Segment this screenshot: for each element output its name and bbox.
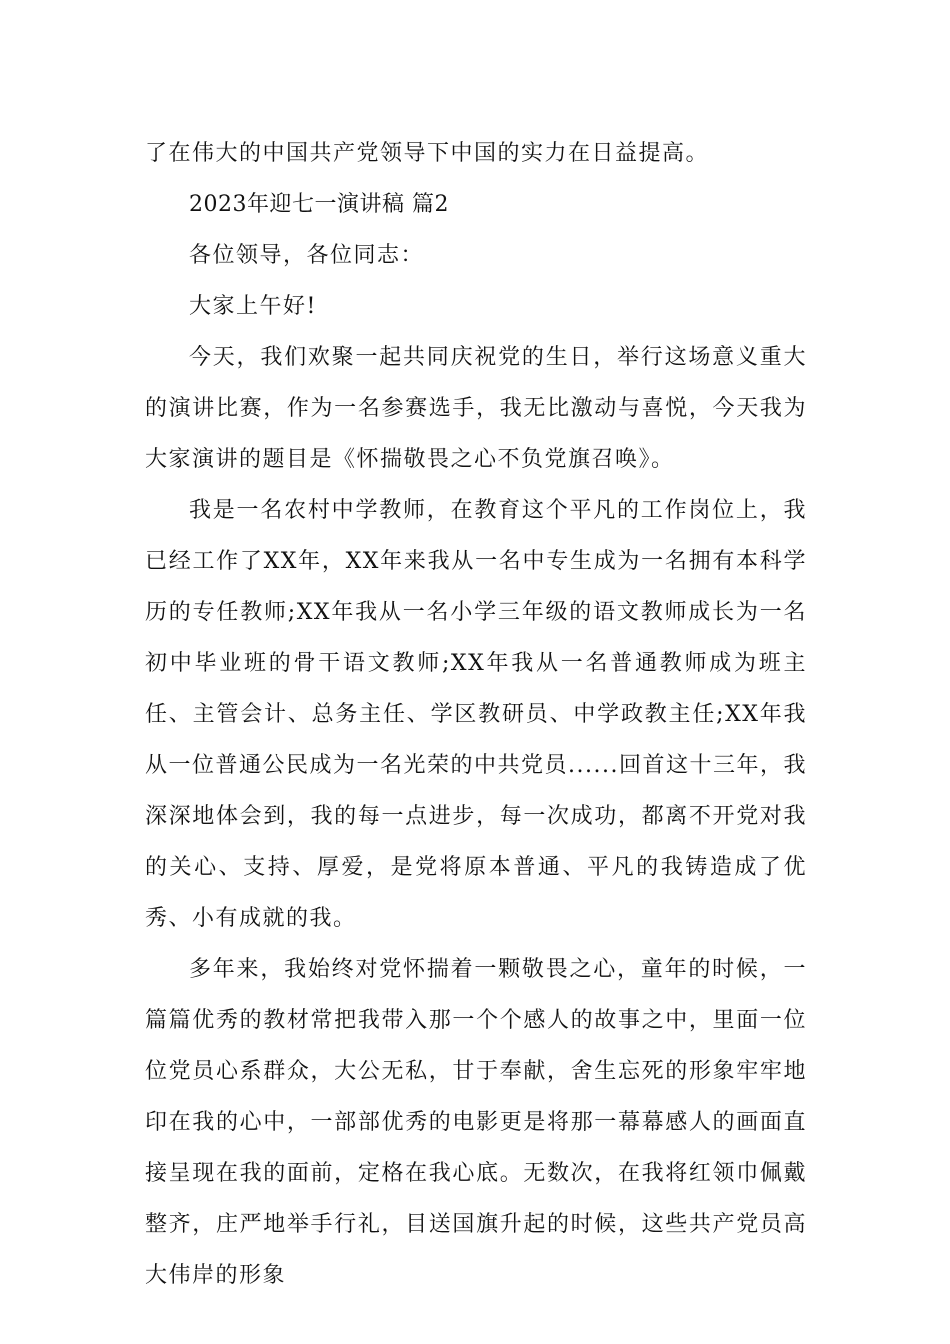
paragraph-reverence: 多年来，我始终对党怀揣着一颗敬畏之心，童年的时候，一篇篇优秀的教材常把我带入那一个个感人的故事之中，里面一位位党员心系群众，大公无私，甘于奉献，舍生忘死的形象牢牢地印在我的心中，一部部优秀的电影更是将那一幕幕感人的画面直接呈现在我的面前，定格在我心底。无数次，在我将红领巾佩戴整齐，庄严地举手行礼，目送国旗升起的时候，这些共产党员高大伟岸的形象 xyxy=(145,957,807,1288)
document-page xyxy=(145,128,807,1301)
continuation-line: 了在伟大的中国共产党领导下中国的实力在日益提高。 xyxy=(145,141,710,166)
paragraph-intro: 今天，我们欢聚一起共同庆祝党的生日，举行这场意义重大的演讲比赛，作为一名参赛选手，我无比激动与喜悦，今天我为大家演讲的题目是《怀揣敬畏之心不负党旗召唤》。 xyxy=(145,345,807,472)
salutation: 各位领导，各位同志： xyxy=(189,243,425,268)
speech-heading: 2023年迎七一演讲稿 篇2 xyxy=(189,192,449,217)
greeting: 大家上午好! xyxy=(189,294,317,319)
paragraph-career: 我是一名农村中学教师，在教育这个平凡的工作岗位上，我已经工作了XX年，XX年来我从一名中专生成为一名拥有本科学历的专任教师;XX年我从一名小学三年级的语文教师成长为一名初中毕业班的骨干语文教师;XX年我从一名普通教师成为班主任、主管会计、总务主任、学区教研员、中学政教主任;XX年我从一位普通公民成为一名光荣的中共党员......回首这十三年，我深深地体会到，我的每一点进步，每一次成功，都离不开党对我的关心、支持、厚爱，是党将原本普通、平凡的我铸造成了优秀、小有成就的我。 xyxy=(145,498,807,931)
